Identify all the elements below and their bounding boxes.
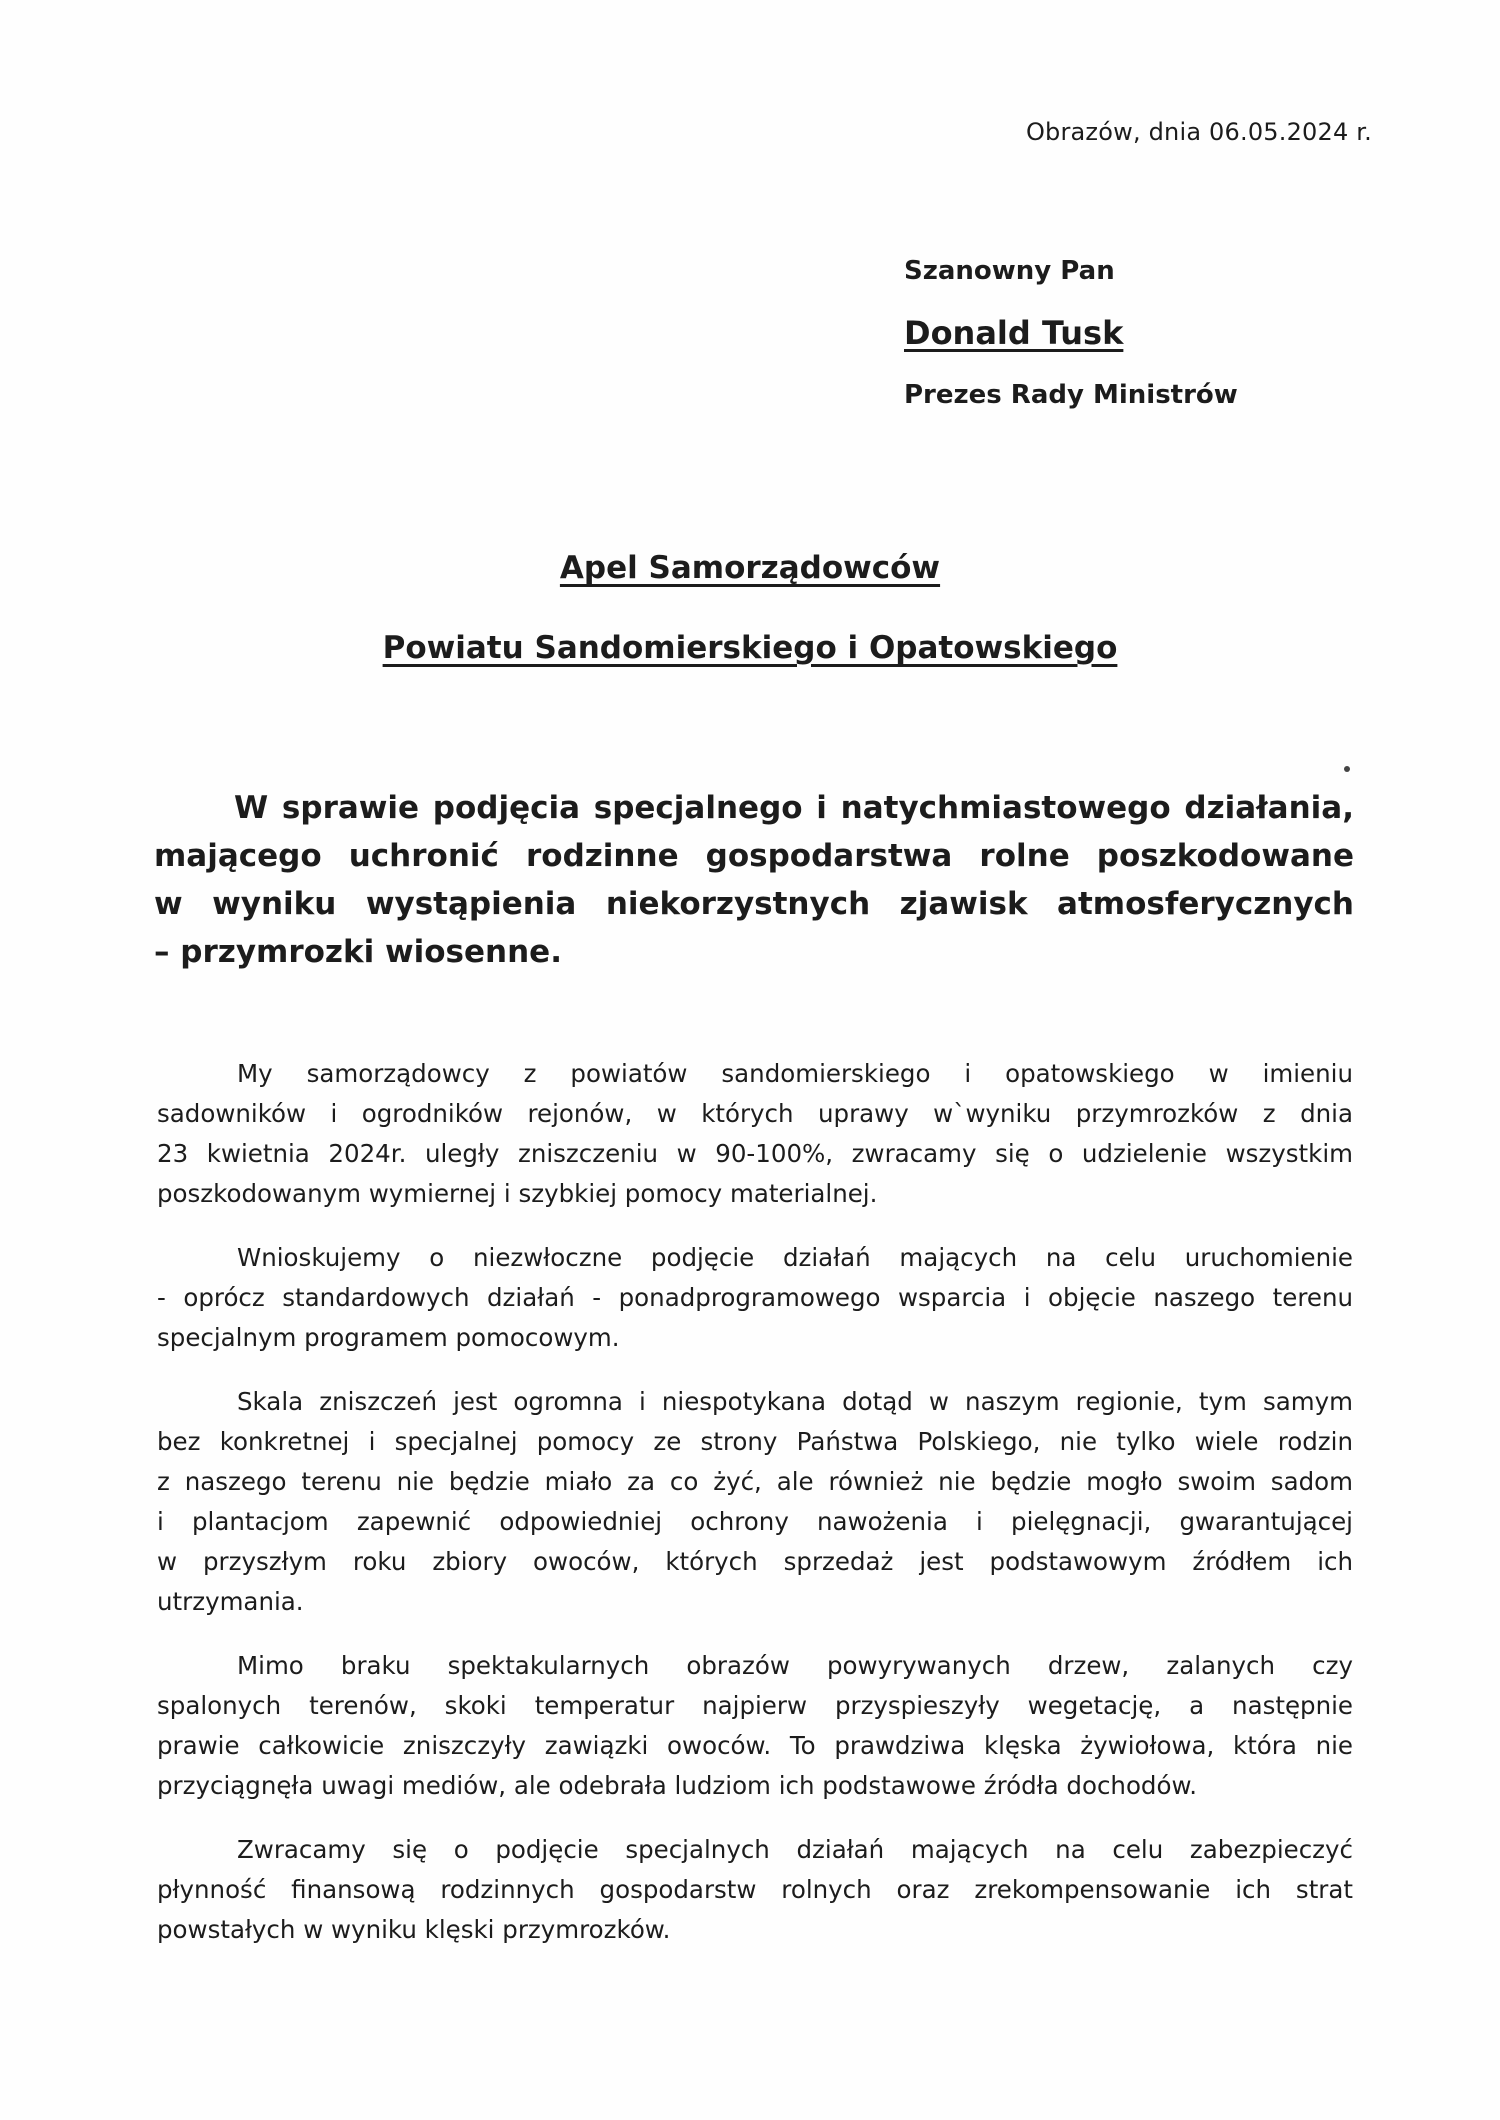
body-line: sadowników i ogrodników rejonów, w których uprawy w`wyniku przymrozków z dnia <box>157 1099 1353 1128</box>
body-line: poszkodowanym wymiernej i szybkiej pomocy materialnej. <box>157 1179 878 1208</box>
body-line: - oprócz standardowych działań - ponadprogramowego wsparcia i objęcie naszego terenu <box>157 1283 1353 1312</box>
appeal-title-line-2: Powiatu Sandomierskiego i Opatowskiego <box>382 630 1118 666</box>
subject-heading <box>154 784 1354 976</box>
letter-body <box>157 1054 1353 1974</box>
body-line: powstałych w wyniku klęski przymrozków. <box>157 1915 671 1944</box>
body-line: My samorządowcy z powiatów sandomierskiego i opatowskiego w imieniu <box>237 1059 1353 1088</box>
place-and-date: Obrazów, dnia 06.05.2024 r. <box>1025 118 1372 146</box>
subject-line: w wyniku wystąpienia niekorzystnych zjawisk atmosferycznych <box>154 886 1354 922</box>
addressee-position: Prezes Rady Ministrów <box>904 380 1238 410</box>
appeal-title-line-1: Apel Samorządowców <box>559 550 941 586</box>
scan-speck <box>1344 766 1350 772</box>
body-line: spalonych terenów, skoki temperatur najpierw przyspieszyły wegetację, a następnie <box>157 1691 1353 1720</box>
body-line: bez konkretnej i specjalnej pomocy ze strony Państwa Polskiego, nie tylko wiele rodzin <box>157 1427 1353 1456</box>
appeal-title-line-1-wrap <box>0 550 1500 586</box>
body-paragraph <box>157 1646 1353 1806</box>
subject-line: mającego uchronić rodzinne gospodarstwa rolne poszkodowane <box>154 838 1354 874</box>
body-line: przyciągnęła uwagi mediów, ale odebrała ludziom ich podstawowe źródła dochodów. <box>157 1771 1198 1800</box>
addressee-block <box>904 256 1424 410</box>
body-line: w przyszłym roku zbiory owoców, których sprzedaż jest podstawowym źródłem ich <box>157 1547 1353 1576</box>
body-paragraph <box>157 1238 1353 1358</box>
body-line: Zwracamy się o podjęcie specjalnych działań mających na celu zabezpieczyć <box>237 1835 1353 1864</box>
addressee-name: Donald Tusk <box>904 314 1124 352</box>
body-line: utrzymania. <box>157 1587 304 1616</box>
body-line: płynność finansową rodzinnych gospodarstw rolnych oraz zrekompensowanie ich strat <box>157 1875 1353 1904</box>
body-paragraph <box>157 1382 1353 1622</box>
body-line: specjalnym programem pomocowym. <box>157 1323 620 1352</box>
subject-line: W sprawie podjęcia specjalnego i natychmiastowego działania, <box>234 790 1354 826</box>
body-paragraph <box>157 1054 1353 1214</box>
body-line: z naszego terenu nie będzie miało za co żyć, ale również nie będzie mogło swoim sadom <box>157 1467 1353 1496</box>
body-paragraph <box>157 1830 1353 1950</box>
body-line: Mimo braku spektakularnych obrazów powyrywanych drzew, zalanych czy <box>237 1651 1353 1680</box>
body-line: prawie całkowicie zniszczyły zawiązki owoców. To prawdziwa klęska żywiołowa, która nie <box>157 1731 1353 1760</box>
body-line: Wnioskujemy o niezwłoczne podjęcie działań mających na celu uruchomienie <box>237 1243 1353 1272</box>
body-line: i plantacjom zapewnić odpowiedniej ochrony nawożenia i pielęgnacji, gwarantującej <box>157 1507 1353 1536</box>
salutation: Szanowny Pan <box>904 256 1115 286</box>
body-line: Skala zniszczeń jest ogromna i niespotykana dotąd w naszym regionie, tym samym <box>237 1387 1353 1416</box>
appeal-title-line-2-wrap <box>0 630 1500 666</box>
body-line: 23 kwietnia 2024r. uległy zniszczeniu w 90-100%, zwracamy się o udzielenie wszystkim <box>157 1139 1353 1168</box>
subject-line: – przymrozki wiosenne. <box>154 934 562 970</box>
